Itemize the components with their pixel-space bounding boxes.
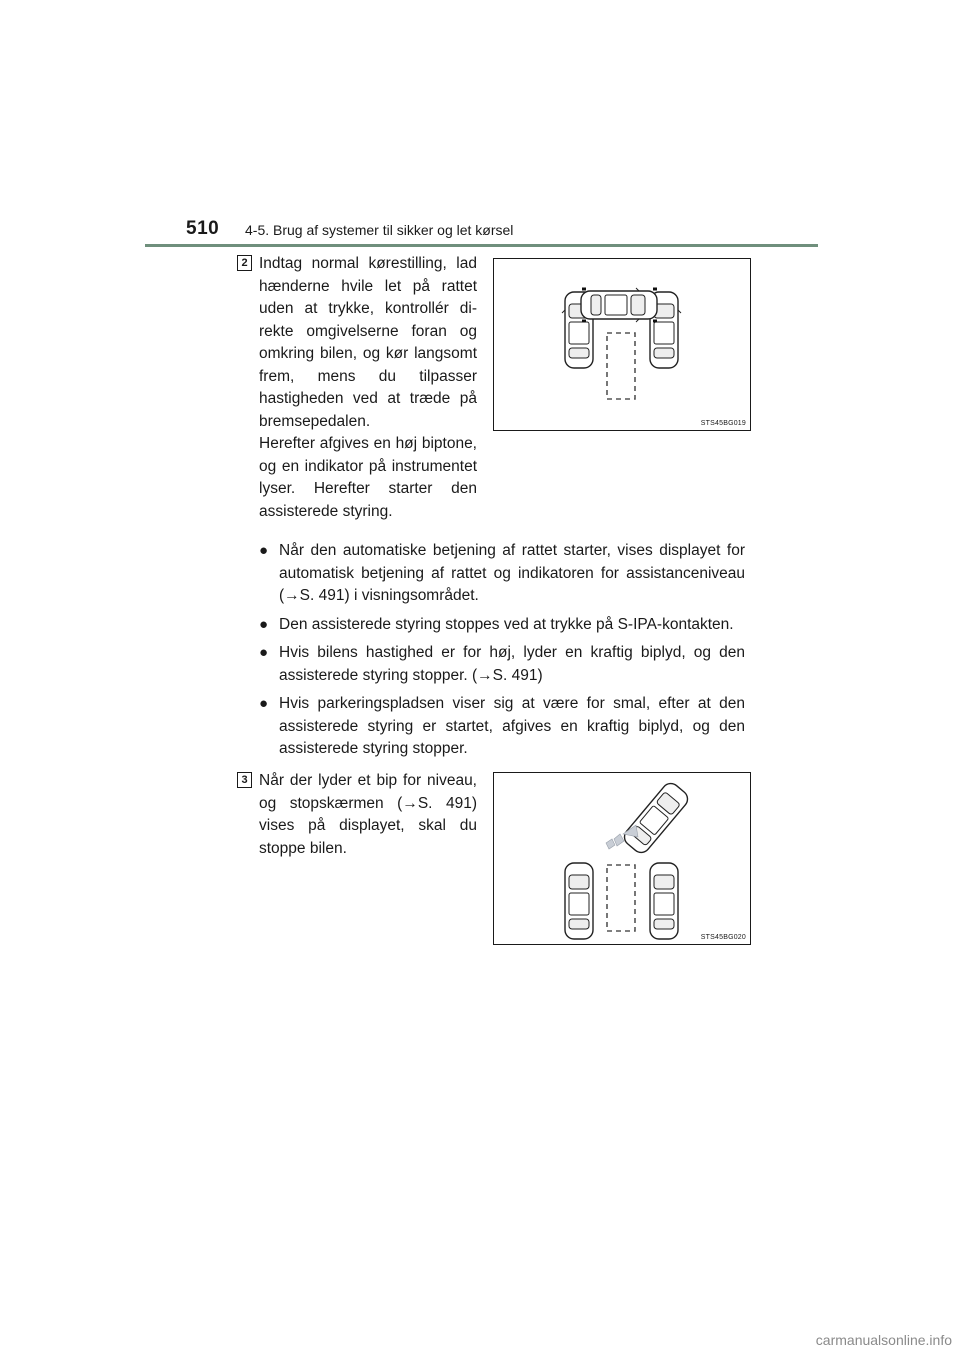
bullet-icon: ● [259, 695, 269, 712]
figure-code: STS45BG020 [700, 934, 746, 941]
bullet-icon: ● [259, 615, 269, 633]
vehicle-icon [581, 288, 657, 322]
vehicle-icon [621, 780, 691, 856]
bullet-text: Når den automatiske betjening af rattet starter, vises displayet for automatisk betjening af rattet og indikatoren for assistanceniveau (→S. 491) i visningsområdet. [279, 542, 745, 604]
section-title: 4-5. Brug af systemer til sikker og let kørsel [245, 222, 514, 238]
bullet-text: Hvis parkeringspladsen viser sig at være for smal, efter at den assisterede styring er startet, afgives en kraftig biplyd, og den assisterede styring stopper. [279, 695, 745, 757]
bullet-text: Hvis bilens hastighed er for høj, lyder en kraftig biplyd, og den assisterede styring stopper. (→S. 491) [279, 644, 745, 684]
step-3-paragraph: Når der lyder et bip for niveau, og stopskærmen (→S. 491) vises på displayet, skal du stoppe bilen. [259, 772, 477, 857]
list-item [259, 614, 745, 637]
bullet-list [259, 540, 745, 767]
header-rule [145, 244, 818, 247]
bullet-icon: ● [259, 644, 269, 661]
step-number-badge: 3 [237, 772, 252, 788]
step-number-badge: 2 [237, 255, 252, 271]
list-item [259, 693, 745, 761]
parking-figure-1 [493, 258, 751, 431]
bullet-text: Den assisterede styring stoppes ved at trykke på S-IPA-kontakten. [279, 615, 734, 633]
figure-code: STS45BG019 [700, 420, 746, 427]
parking-figure-2 [493, 772, 751, 945]
step-3-text [259, 770, 477, 860]
step-2-paragraph: Indtag normal kørestilling, lad hænderne hvile let på rattet uden at trykke, kontrollér direkte omgivelserne foran og omkring bilen, og kør langsomt frem, mens du tilpasser hastigheden ved at træde på bremsepedalen. [259, 255, 477, 430]
step-2-paragraph: Herefter afgives en høj biptone, og en indikator på instrumentet lyser. Herefter starter den assisterede styring. [259, 435, 477, 520]
watermark: carmanualsonline.info [815, 1332, 952, 1348]
parking-illustration [494, 259, 750, 430]
list-item [259, 540, 745, 608]
step-2-text [259, 253, 477, 523]
parking-illustration [494, 773, 750, 944]
page-number: 510 [186, 218, 220, 239]
bullet-icon: ● [259, 542, 269, 559]
list-item [259, 642, 745, 687]
